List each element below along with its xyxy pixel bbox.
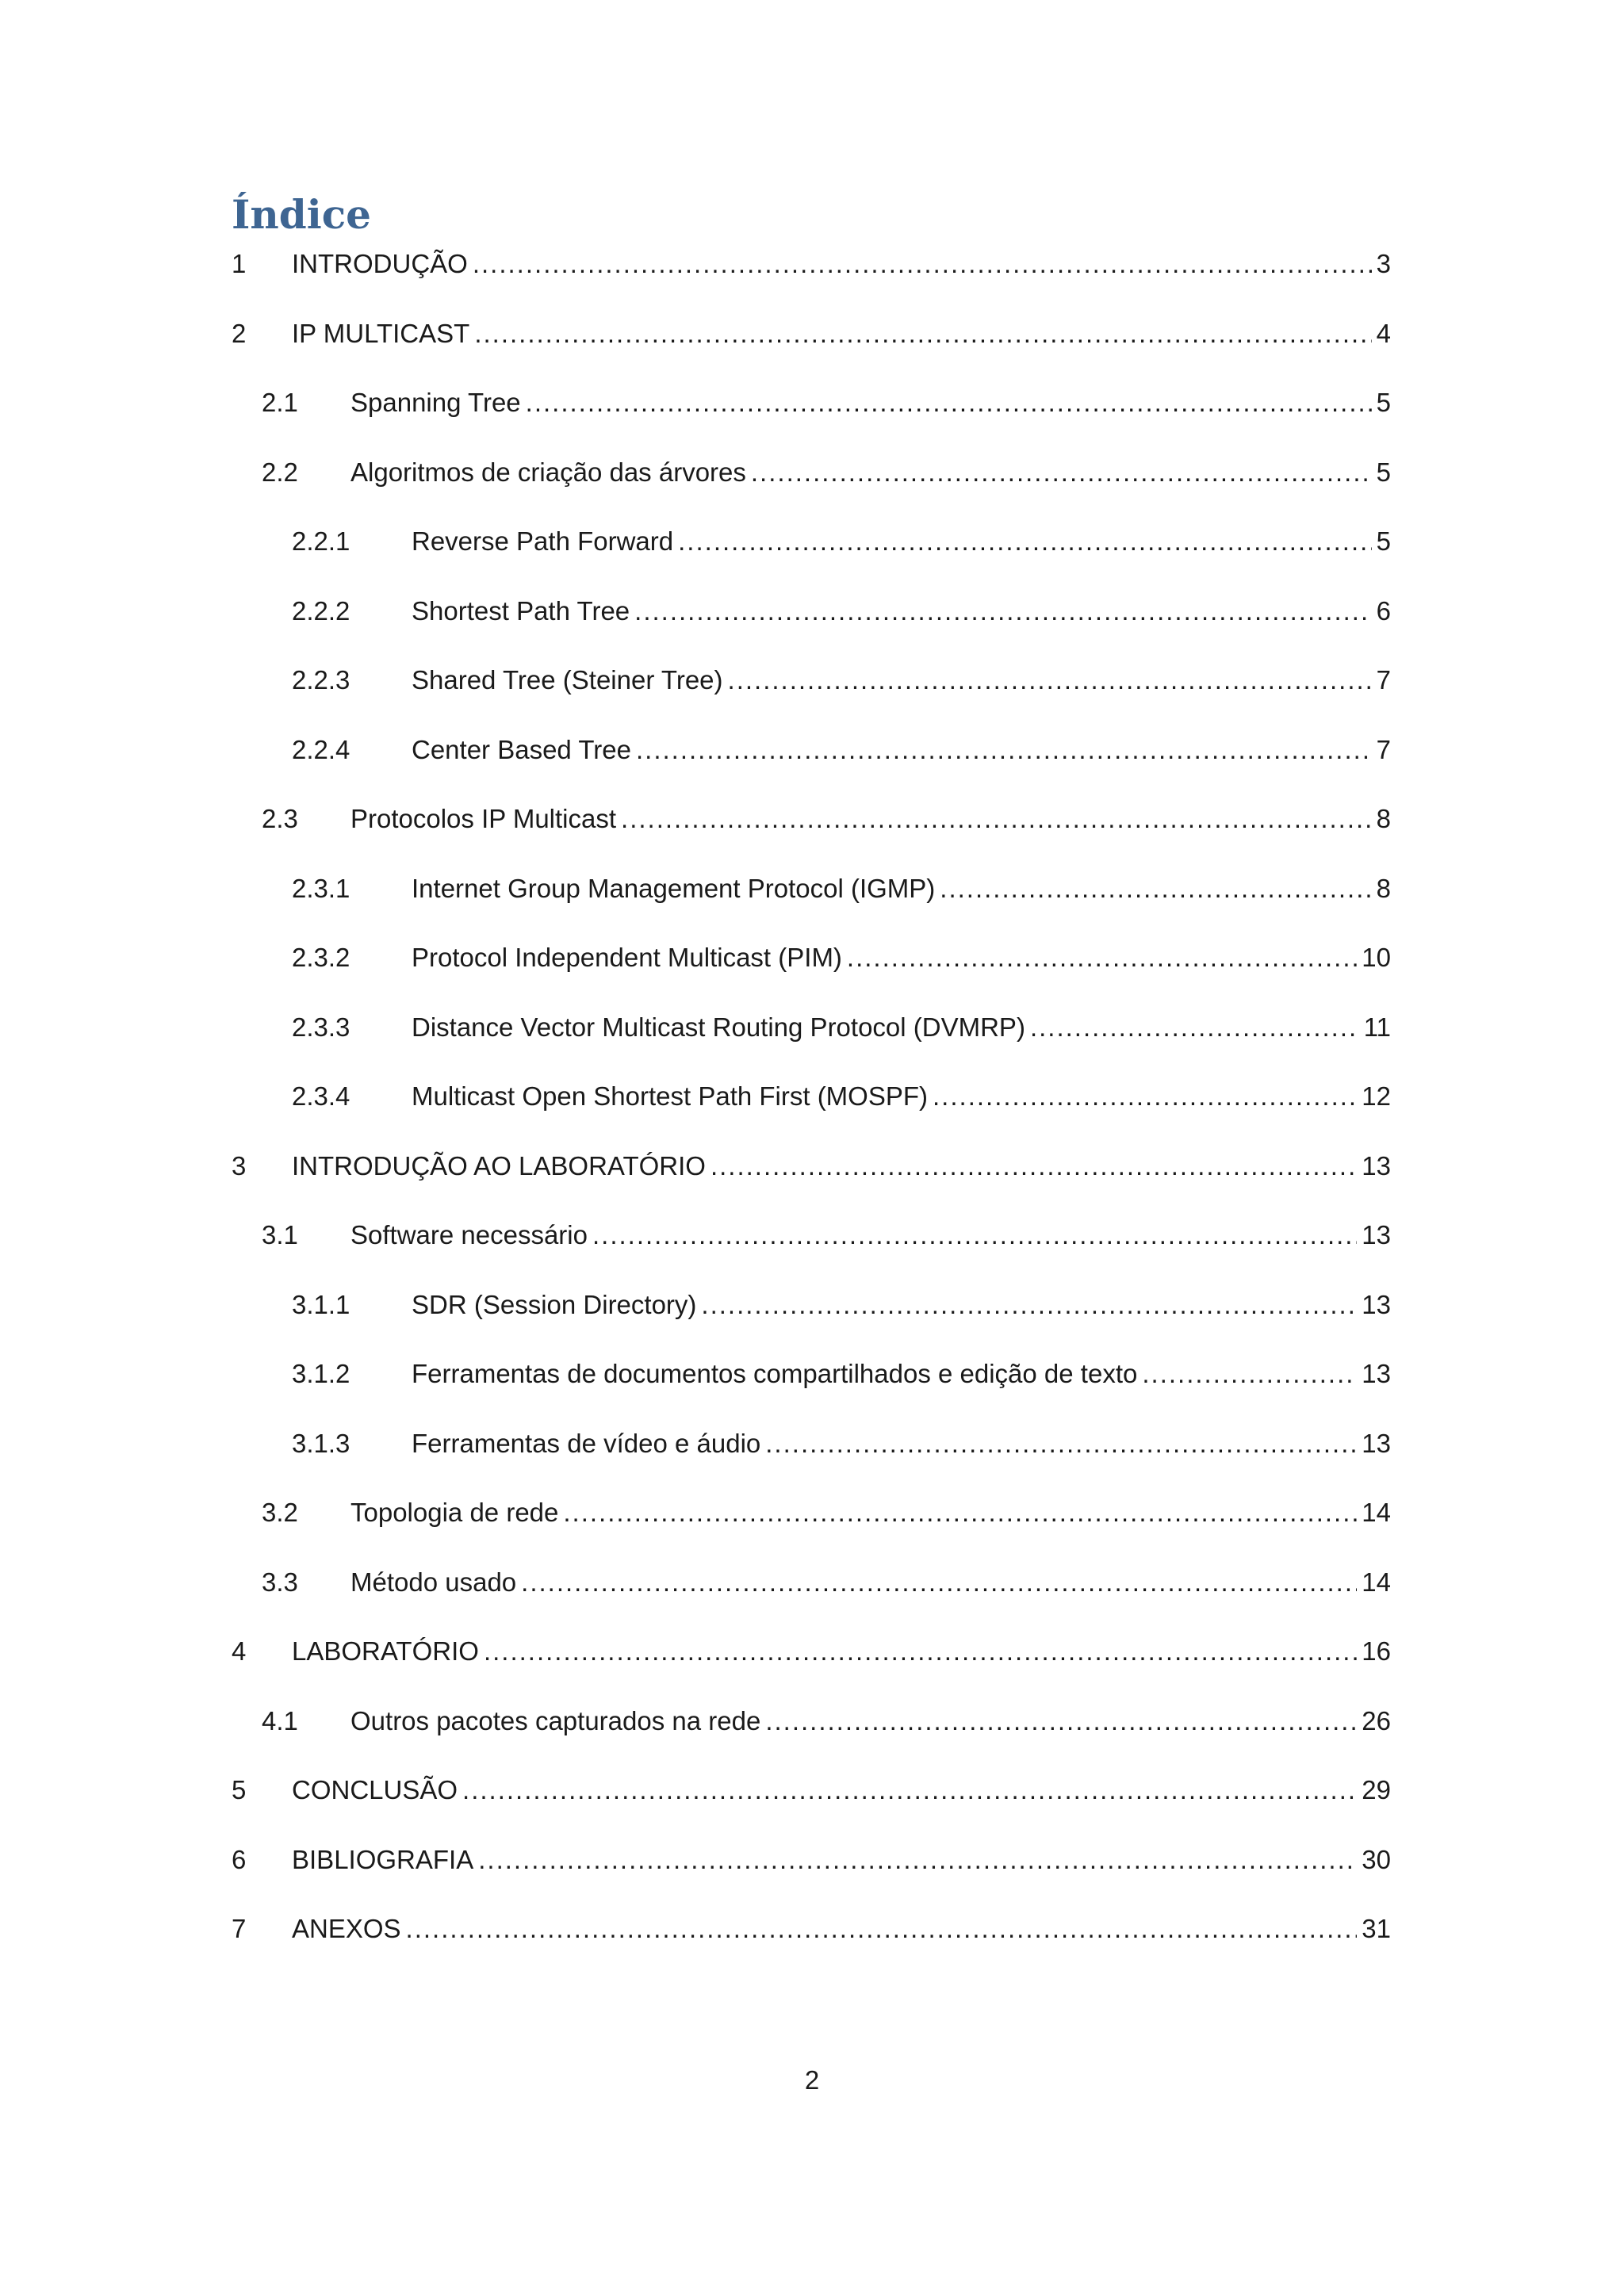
toc-entry-label: BIBLIOGRAFIA — [292, 1844, 474, 1874]
toc-dot-leader — [473, 238, 1372, 290]
toc-entry-page: 30 — [1362, 1844, 1391, 1874]
toc-entry[interactable] — [232, 654, 1391, 724]
toc-entry-label: Ferramentas de documentos compartilhados e edição de texto — [412, 1359, 1138, 1388]
toc-entry-page: 26 — [1362, 1705, 1391, 1735]
toc-entry-label: Protocolos IP Multicast — [350, 804, 617, 833]
toc-entry-page: 3 — [1376, 249, 1391, 278]
toc-entry-number: 4 — [232, 1636, 247, 1666]
toc-dot-leader — [474, 308, 1371, 360]
toc-entry-number: 3.3 — [262, 1567, 298, 1597]
toc-entry-number: 2.2.4 — [292, 734, 350, 764]
toc-entry-label: CONCLUSÃO — [292, 1775, 458, 1804]
page-number: 2 — [804, 2065, 820, 2095]
toc-entry-page: 4 — [1376, 318, 1391, 348]
toc-entry[interactable] — [232, 1903, 1391, 1973]
toc-entry[interactable] — [232, 308, 1391, 377]
toc-entry-page: 13 — [1362, 1428, 1391, 1458]
toc-entry-page: 31 — [1362, 1914, 1391, 1943]
toc-entry-number: 2.3.4 — [292, 1081, 350, 1111]
toc-entry-label: Shortest Path Tree — [412, 595, 630, 626]
toc-entry[interactable] — [232, 585, 1391, 655]
toc-entry[interactable] — [232, 793, 1391, 863]
toc-entry[interactable] — [232, 1070, 1391, 1140]
toc-dot-leader — [701, 1279, 1357, 1331]
toc-dot-leader — [526, 377, 1372, 429]
toc-entry-label: Ferramentas de vídeo e áudio — [412, 1428, 761, 1458]
toc-entry[interactable] — [232, 1556, 1391, 1626]
toc-entry[interactable] — [232, 1487, 1391, 1556]
toc-entry-number: 2.2 — [262, 457, 298, 487]
toc-entry[interactable] — [232, 932, 1391, 1001]
toc-dot-leader — [484, 1625, 1357, 1678]
toc-entry-label: Topologia de rede — [350, 1498, 559, 1527]
toc-entry[interactable] — [232, 1279, 1391, 1349]
toc-entry[interactable] — [232, 446, 1391, 516]
toc-dot-leader — [751, 446, 1372, 499]
toc-dot-leader — [940, 863, 1371, 915]
toc-entry-page: 6 — [1376, 595, 1391, 626]
toc-entry-number: 2.3.1 — [292, 873, 350, 903]
toc-entry[interactable] — [232, 1001, 1391, 1071]
toc-entry[interactable] — [232, 377, 1391, 446]
toc-entry-page: 7 — [1376, 665, 1391, 695]
toc-entry[interactable] — [232, 1834, 1391, 1904]
toc-entry-label: Algoritmos de criação das árvores — [350, 457, 746, 487]
toc-entry-number: 3.1 — [262, 1220, 298, 1249]
toc-entry-number: 2 — [232, 318, 247, 348]
toc-entry-number: 3 — [232, 1150, 247, 1181]
toc-dot-leader — [710, 1140, 1357, 1192]
toc-entry-number: 3.1.3 — [292, 1428, 350, 1458]
toc-entry-number: 2.1 — [262, 388, 298, 417]
toc-entry-number: 2.3.2 — [292, 943, 350, 972]
toc-dot-leader — [621, 793, 1372, 845]
toc-entry[interactable] — [232, 1348, 1391, 1418]
toc-entry-page: 5 — [1376, 388, 1391, 417]
toc-entry[interactable] — [232, 1140, 1391, 1210]
toc-entry-number: 2.3.3 — [292, 1012, 350, 1042]
toc-title: Índice — [232, 191, 371, 238]
toc-dot-leader — [521, 1556, 1357, 1609]
toc-dot-leader — [563, 1487, 1357, 1539]
toc-dot-leader — [636, 724, 1372, 776]
toc-entry-label: Protocol Independent Multicast (PIM) — [412, 943, 842, 972]
toc-entry-label: SDR (Session Directory) — [412, 1289, 697, 1319]
toc-entry-label: Spanning Tree — [350, 388, 521, 417]
toc-dot-leader — [1142, 1348, 1357, 1400]
toc-entry-page: 12 — [1362, 1081, 1391, 1111]
toc-entry-page: 13 — [1362, 1289, 1391, 1319]
toc-entry-label: INTRODUÇÃO — [292, 249, 468, 278]
toc-entry-number: 5 — [232, 1775, 247, 1804]
toc-entry[interactable] — [232, 1418, 1391, 1487]
toc-entry-number: 6 — [232, 1844, 247, 1874]
toc-entry[interactable] — [232, 1625, 1391, 1695]
toc-entry-label: ANEXOS — [292, 1914, 401, 1943]
toc-entry-page: 13 — [1362, 1359, 1391, 1388]
toc-dot-leader — [678, 515, 1372, 568]
toc-entry-label: Shared Tree (Steiner Tree) — [412, 665, 723, 695]
toc-entry[interactable] — [232, 863, 1391, 932]
toc-entry-number: 1 — [232, 249, 247, 278]
toc-entry-number: 3.1.2 — [292, 1359, 350, 1388]
toc-entry[interactable] — [232, 515, 1391, 585]
toc-dot-leader — [634, 585, 1371, 637]
toc-entry-number: 4.1 — [262, 1705, 298, 1735]
toc-entry-page: 13 — [1362, 1220, 1391, 1249]
toc-dot-leader — [478, 1834, 1357, 1886]
toc-dot-leader — [933, 1070, 1357, 1123]
toc-dot-leader — [765, 1418, 1357, 1470]
toc-dot-leader — [765, 1695, 1357, 1747]
toc-entry[interactable] — [232, 238, 1391, 308]
toc-entry-number: 2.2.2 — [292, 595, 350, 626]
toc-entry-page: 14 — [1362, 1567, 1391, 1597]
toc-entry[interactable] — [232, 1695, 1391, 1765]
toc-entry-label: Método usado — [350, 1567, 517, 1597]
toc-entry-page: 10 — [1362, 943, 1391, 972]
toc-entry-page: 5 — [1376, 526, 1391, 556]
toc-entry-label: Distance Vector Multicast Routing Protocol (DVMRP) — [412, 1012, 1025, 1042]
toc-entry-number: 2.3 — [262, 804, 298, 833]
toc-entry-page: 11 — [1363, 1012, 1391, 1042]
toc-entry-page: 8 — [1376, 873, 1391, 903]
toc-dot-leader — [592, 1209, 1357, 1261]
toc-entry-label: LABORATÓRIO — [292, 1636, 479, 1666]
toc-entry[interactable] — [232, 1764, 1391, 1834]
toc-entry-number: 7 — [232, 1914, 247, 1943]
toc-entry-page: 7 — [1376, 734, 1391, 764]
toc-entry-page: 8 — [1376, 804, 1391, 833]
toc-entry-label: INTRODUÇÃO AO LABORATÓRIO — [292, 1150, 706, 1181]
toc-dot-leader — [462, 1764, 1357, 1816]
toc-entry-label: IP MULTICAST — [292, 318, 470, 348]
toc-entry-label: Outros pacotes capturados na rede — [350, 1705, 761, 1735]
toc-entry-number: 3.1.1 — [292, 1289, 350, 1319]
toc-entry-label: Internet Group Management Protocol (IGMP) — [412, 873, 936, 903]
toc-entry-number: 2.2.1 — [292, 526, 350, 556]
toc-entry-label: Software necessário — [350, 1220, 588, 1249]
toc-entry-label: Multicast Open Shortest Path First (MOSPF) — [412, 1081, 929, 1111]
toc-entry-page: 29 — [1362, 1775, 1391, 1804]
toc-dot-leader — [728, 654, 1372, 706]
toc-entry[interactable] — [232, 724, 1391, 794]
toc-entry-number: 2.2.3 — [292, 665, 350, 695]
toc-entry[interactable] — [232, 1209, 1391, 1279]
toc-dot-leader — [406, 1903, 1358, 1955]
toc-entry-label: Reverse Path Forward — [412, 526, 674, 556]
toc-entry-page: 13 — [1362, 1150, 1391, 1181]
toc-entry-page: 16 — [1362, 1636, 1391, 1666]
toc-entry-number: 3.2 — [262, 1498, 298, 1527]
table-of-contents — [232, 238, 1391, 1973]
toc-dot-leader — [1030, 1001, 1359, 1054]
toc-entry-page: 5 — [1376, 457, 1391, 487]
toc-entry-page: 14 — [1362, 1498, 1391, 1527]
toc-entry-label: Center Based Tree — [412, 734, 631, 764]
toc-dot-leader — [847, 932, 1357, 984]
